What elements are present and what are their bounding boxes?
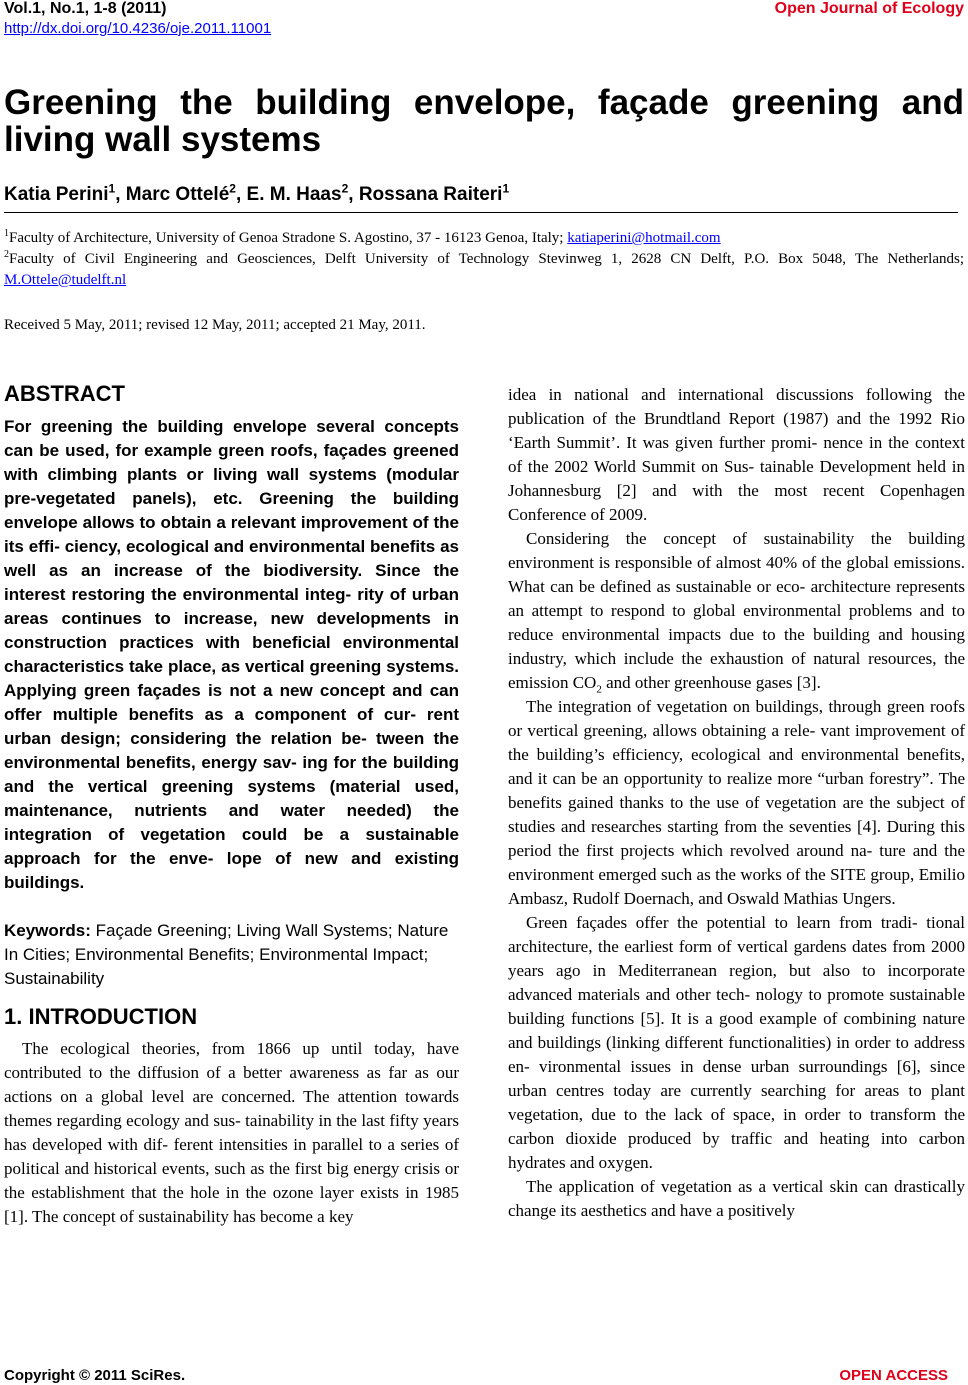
doi-link[interactable]: http://dx.doi.org/10.4236/oje.2011.11001 [4,20,272,37]
author-list [4,183,509,207]
author-affiliation-marker: 1 [502,181,510,196]
author-name: E. M. Haas [246,184,342,205]
paper-title: Greening the building envelope, façade greening and living wall systems [4,83,964,159]
body-paragraph: The application of vegetation as a vertical skin can drastically change its aesthetics and have a positively [508,1177,965,1220]
open-access-label: OPEN ACCESS [839,1367,948,1384]
paragraph-text: and other greenhouse gases [3]. [601,673,821,692]
keywords-text: Façade Greening; Living Wall Systems; Nature In Cities; Environmental Benefits; Environmental Impact; Sustainability [4,921,449,988]
body-paragraph: The integration of vegetation on buildings, through green roofs or vertical greening, allows obtaining a rele- vant improvement of the building’s efficiency, ecological and environmental benefits, and it can be an opportunity to realize more “urban forestry”. The benefits gained thanks to the use of vegetation are the subject of studies and researches starting from the seventies [4]. During this period the first projects which revolved around na- ture and the environment emerged such as the works of the SITE group, Emilio Ambasz, Rudolf Doernach, and Oswald Mathias Ungers. [508,697,965,908]
left-column [4,379,459,1229]
affiliation-marker: 2 [4,249,9,260]
title-divider [4,212,958,213]
abstract-text: For greening the building envelope several concepts can be used, for example green roofs, façades greened with climbing plants or living wall systems (modular pre-vegetated panels), etc. Greening the building envelope allows to obtain a relevant improvement of the its effi- ciency, ecological and environmental benefits as well as an increase of the biodiversity. Since the interest restoring the environmental integ- rity of urban areas continues to increase, new developments in construction practices with beneficial environmental characteristics take place, as vertical greening systems. Applying green façades is not a new concept and can offer multiple benefits as a component of cur- rent urban design; considering the relation be- tween the environmental benefits, energy sav- ing for the building and the vertical greening systems (material used, maintenance, nutrients and water needed) the integration of vegetation could be a sustainable approach for the enve- lope of new and existing buildings. [4,417,459,892]
author-name: Marc Ottelé [125,184,230,205]
introduction-heading: 1. INTRODUCTION [4,1004,198,1029]
email-link[interactable]: M.Ottele@tudelft.nl [4,272,127,288]
keywords-label: Keywords: [4,921,91,940]
author-name: Katia Perini [4,184,109,205]
affiliation-marker: 1 [4,228,9,239]
author-separator: , [235,184,247,205]
author-separator: , [115,184,126,205]
journal-volume: Vol.1, No.1, 1-8 (2011) [4,0,167,17]
received-dates: Received 5 May, 2011; revised 12 May, 2011; accepted 21 May, 2011. [4,317,426,333]
keywords [4,919,459,991]
affiliation-text: Faculty of Architecture, University of Genoa Stradone S. Agostino, 37 - 16123 Genoa, Italy; [9,230,568,246]
author-name: Rossana Raiteri [358,184,503,205]
email-link[interactable]: katiaperini@hotmail.com [567,230,721,246]
author-affiliation-marker: 1 [108,181,116,196]
affiliation-text: Faculty of Civil Engineering and Geosciences, Delft University of Technology Stevinweg 1, 2628 CN Delft, P.O. Box 5048, The Netherlands; [9,251,964,267]
journal-name: Open Journal of Ecology [774,0,964,17]
abstract-heading: ABSTRACT [4,381,125,406]
body-paragraph: Green façades offer the potential to learn from tradi- tional architecture, the earliest form of vertical gardens dates from 2000 years ago in Mediterranean region, but also to incorporate advanced materials and other tech- nology to promote sustainable building functions [5]. It is a good example of combining nature and buildings (linking different functionalities) in order to address en- vironmental issues in dense urban surroundings [6], since urban centres today are currently searching for areas to plant vegetation, due to the lack of space, in order to transform the carbon dioxide produced by traffic and heating into carbon hydrates and oxygen. [508,913,965,1172]
author-affiliation-marker: 2 [229,181,236,196]
author-separator: , [348,184,359,205]
right-column [508,383,965,1223]
affiliation-2 [4,249,964,291]
affiliation-1 [4,228,964,249]
copyright-notice: Copyright © 2011 SciRes. [4,1367,186,1384]
body-paragraph: idea in national and international discussions following the publication of the Brundtland Report (1987) and the 1992 Rio ‘Earth Summit’. It was given further promi- nence in the context of the 2002 World Summit on Sus- tainable Development held in Johannesburg [2] and with the most recent Copenhagen Conference of 2009. [508,385,965,524]
author-affiliation-marker: 2 [341,181,349,196]
body-paragraph [508,527,965,695]
body-paragraph: The ecological theories, from 1866 up until today, have contributed to the diffusion of a better awareness as far as our actions on a global level are concerned. The attention towards themes regarding ecology and sus- tainability in the last fifty years has developed with dif- ferent intensities in parallel to a series of political and historical events, such as the first big energy crisis or the establishment that the hole in the ozone layer exists in 1985 [1]. The concept of sustainability has become a key [4,1039,459,1226]
subscript: 2 [596,683,602,696]
paragraph-text: Considering the concept of sustainability the building environment is responsible of almost 40% of the global emissions. What can be defined as sustainable or eco- architecture represents an attempt to respond to global environmental problems and to reduce environmental impacts due to the building and housing industry, which include the exhaustion of natural resources, the emission CO [508,529,965,692]
